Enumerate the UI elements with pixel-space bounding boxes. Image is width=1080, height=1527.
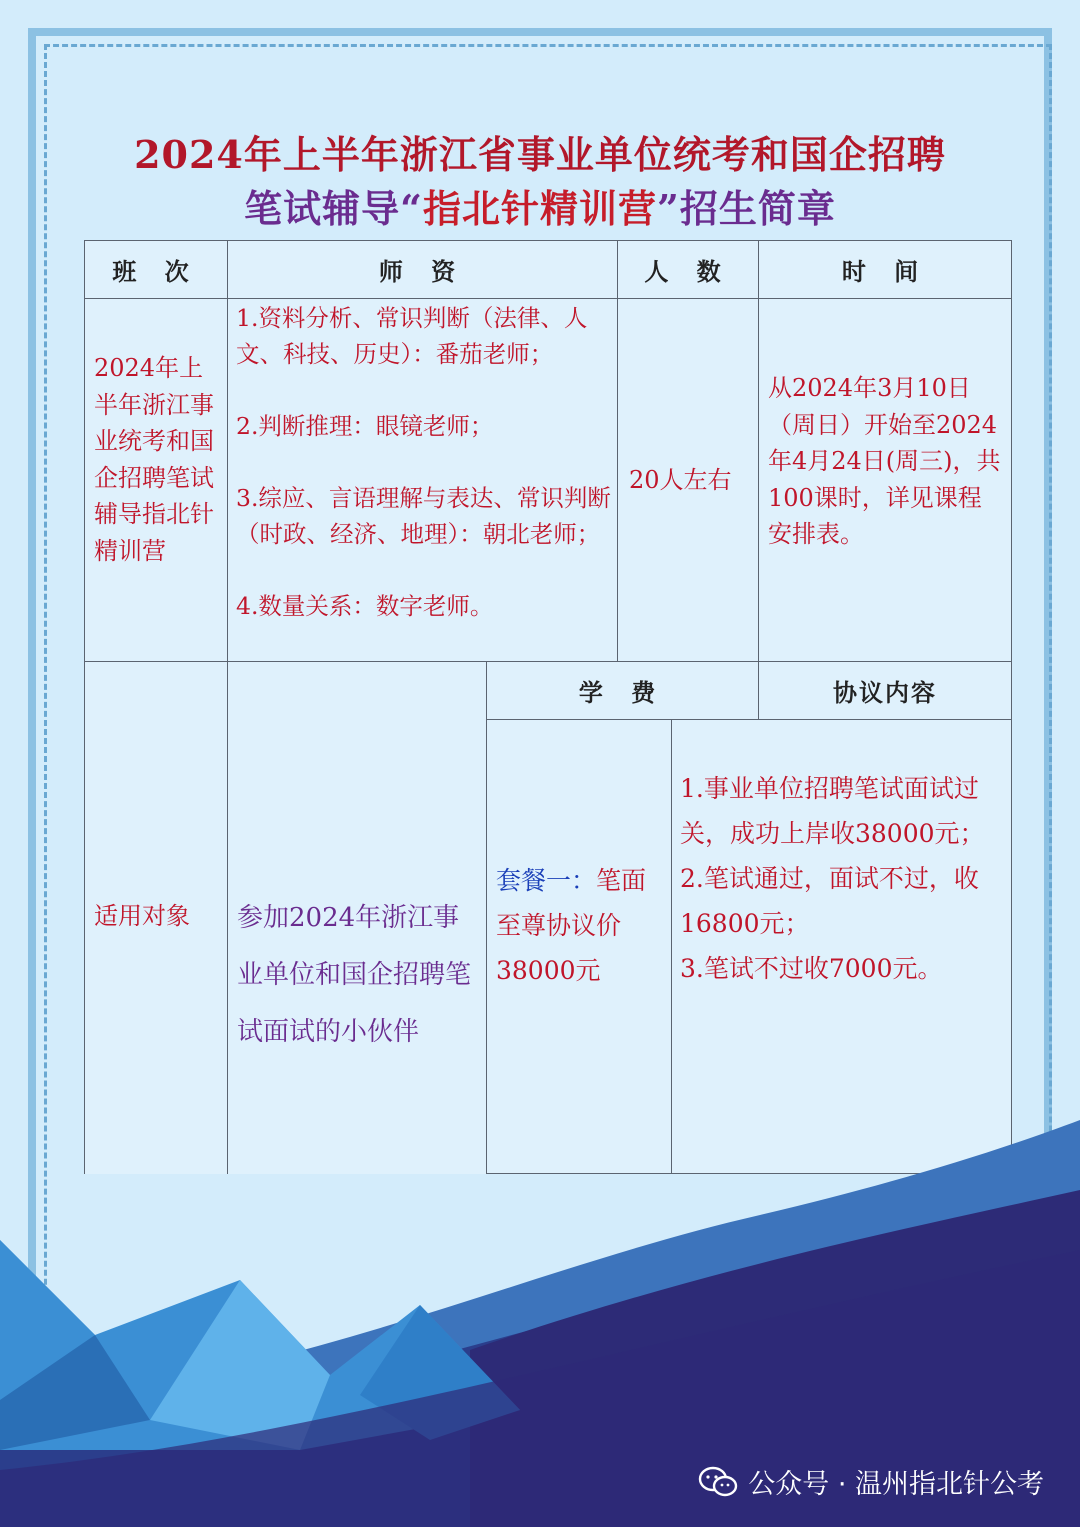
class-name: 2024年上半年浙江事业统考和国企招聘笔试辅导指北针精训营 <box>94 354 214 565</box>
package-price: 38000元 <box>496 956 601 985</box>
agreement-item: 3.笔试不过收7000元。 <box>680 954 943 983</box>
teacher-item: 1.资料分析、常识判断（法律、人文、科技、历史）：番茄老师； <box>236 304 588 368</box>
target-audience: 参加2024年浙江事业单位和国企招聘笔试面试的小伙伴 <box>237 903 472 1047</box>
enrollment-table <box>84 240 1012 1174</box>
teacher-item: 4.数量关系：数字老师。 <box>236 592 494 620</box>
teacher-list <box>236 300 612 624</box>
header-teachers: 师 资 <box>378 256 466 286</box>
package-info <box>496 858 668 993</box>
header-time: 时 间 <box>841 256 929 286</box>
agreement-item: 1.事业单位招聘笔试面试过关，成功上岸收38000元； <box>680 774 985 848</box>
agreement-item: 2.笔试通过，面试不过，收16800元； <box>680 864 979 938</box>
package-text: 笔面至尊协议价 <box>496 866 647 940</box>
title-line-2: 笔试辅导“指北针精训营”招生简章 <box>244 186 836 231</box>
agreement-header: 协议内容 <box>833 678 937 707</box>
wechat-account <box>698 1462 1044 1501</box>
teacher-item: 3.综应、言语理解与表达、常识判断（时政、经济、地理）：朝北老师； <box>236 484 611 548</box>
fee-header: 学 费 <box>578 678 666 707</box>
target-label: 适用对象 <box>94 902 190 930</box>
time-value: 从2024年3月10日（周日）开始至2024年4月24日(周三)，共100课时，详见课程安排表。 <box>768 374 1001 548</box>
header-count: 人 数 <box>644 256 731 286</box>
package-label: 套餐一： <box>496 866 597 895</box>
count-value: 20人左右 <box>629 466 732 494</box>
title-line-1: 2024年上半年浙江省事业单位统考和国企招聘 <box>134 132 946 177</box>
agreement-list <box>680 766 1006 991</box>
wechat-icon <box>698 1466 738 1498</box>
title-highlight: 指北针精训营 <box>422 186 657 231</box>
header-class: 班 次 <box>112 256 199 286</box>
wechat-text: 公众号 · 温州指北针公考 <box>748 1469 1044 1500</box>
teacher-item: 2.判断推理：眼镜老师； <box>236 412 494 440</box>
